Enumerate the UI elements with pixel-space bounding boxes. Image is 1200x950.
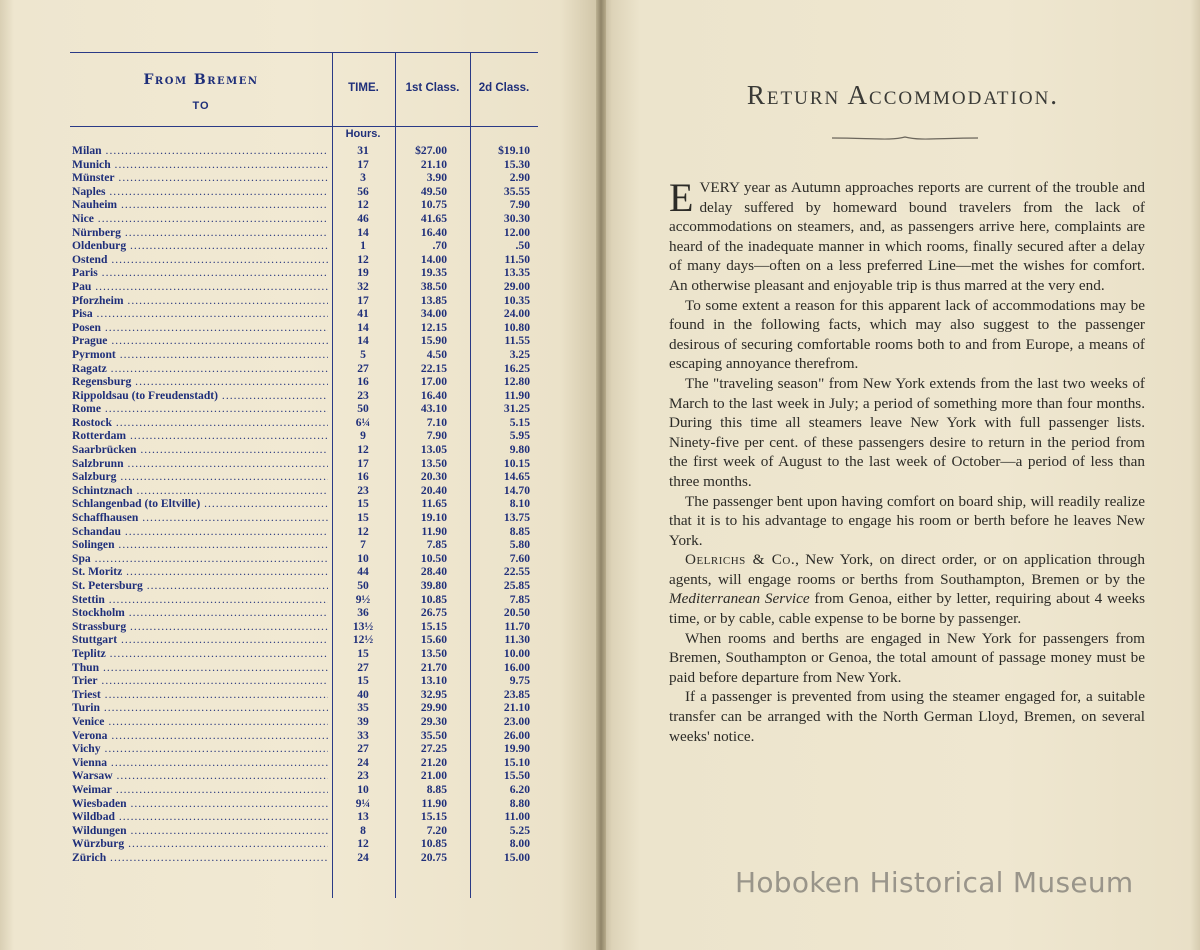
destination-cell: Pforzheim ..... xyxy=(72,294,328,308)
time-cell: 12 xyxy=(357,837,369,851)
first-class-fare: 43.10 xyxy=(420,402,447,416)
destination-cell: Oldenburg ..... xyxy=(72,239,328,253)
time-cell: 27 xyxy=(357,660,369,674)
destination-cell: Würzburg ..... xyxy=(72,837,328,851)
table-row xyxy=(70,797,538,811)
time-cell: 17 xyxy=(357,157,369,171)
destination-cell: Wildbad ..... xyxy=(72,810,328,824)
second-class-fare: 14.70 xyxy=(503,483,530,497)
destination-cell: Ostend ..... xyxy=(72,253,328,267)
first-class-fare: 13.05 xyxy=(420,443,447,457)
second-class-fare: 13.75 xyxy=(503,511,530,525)
time-cell: 33 xyxy=(357,728,369,742)
first-class-fare: 10.85 xyxy=(420,592,447,606)
table-row xyxy=(70,226,538,240)
destination-cell: Nice ..... xyxy=(72,212,328,226)
time-cell: 24 xyxy=(357,850,369,864)
table-row xyxy=(70,715,538,729)
second-class-fare: 8.80 xyxy=(509,796,530,810)
second-class-fare: 12.80 xyxy=(503,375,530,389)
time-cell: 9½ xyxy=(355,592,371,606)
time-cell: 19 xyxy=(357,266,369,280)
second-class-fare: 11.30 xyxy=(504,633,530,647)
time-cell: 36 xyxy=(357,606,369,620)
time-cell: 17 xyxy=(357,293,369,307)
first-class-fare: .70 xyxy=(432,239,447,253)
destination-cell: Stockholm ..... xyxy=(72,606,328,620)
destination-cell: Teplitz ..... xyxy=(72,647,328,661)
first-class-fare: 11.65 xyxy=(421,497,447,511)
second-class-fare: 6.20 xyxy=(509,782,530,796)
table-row xyxy=(70,824,538,838)
destination-cell: Schandau ..... xyxy=(72,525,328,539)
second-class-fare: 23.00 xyxy=(503,714,530,728)
title-ornament xyxy=(830,132,980,144)
destination-cell: Stuttgart ..... xyxy=(72,633,328,647)
destination-cell: Schaffhausen ..... xyxy=(72,511,328,525)
header-time: TIME. xyxy=(348,82,379,94)
table-row xyxy=(70,416,538,430)
destination-cell: Prague ..... xyxy=(72,334,328,348)
time-cell: 12½ xyxy=(352,633,374,647)
destination-cell: Spa ..... xyxy=(72,552,328,566)
destination-cell: Rome ..... xyxy=(72,402,328,416)
page-title: Return Accommodation. xyxy=(746,80,1060,110)
timetable-rows xyxy=(70,144,538,864)
second-class-fare: 10.80 xyxy=(503,320,530,334)
first-class-fare: 26.75 xyxy=(420,606,447,620)
first-class-fare: 10.50 xyxy=(420,551,447,565)
second-class-fare: 9.75 xyxy=(509,674,530,688)
first-class-fare: 13.10 xyxy=(420,674,447,688)
second-class-fare: 11.00 xyxy=(504,810,530,824)
destination-cell: St. Petersburg ..... xyxy=(72,579,328,593)
time-cell: 31 xyxy=(357,144,369,157)
time-cell: 23 xyxy=(357,483,369,497)
destination-cell: Strassburg ..... xyxy=(72,620,328,634)
first-class-fare: $27.00 xyxy=(415,144,447,157)
first-class-fare: 8.85 xyxy=(426,782,447,796)
first-class-fare: 11.90 xyxy=(421,796,447,810)
destination-cell: Schintznach ..... xyxy=(72,484,328,498)
second-class-fare: 10.35 xyxy=(503,293,530,307)
time-cell: 40 xyxy=(357,687,369,701)
header-first-class: 1st Class. xyxy=(405,82,460,94)
table-row xyxy=(70,810,538,824)
second-class-fare: 35.55 xyxy=(503,184,530,198)
table-row xyxy=(70,620,538,634)
table-row xyxy=(70,511,538,525)
first-class-fare: 19.35 xyxy=(420,266,447,280)
destination-cell: Nürnberg ..... xyxy=(72,226,328,240)
table-row xyxy=(70,198,538,212)
paragraph: The "traveling season" from New York extends from the last two weeks of March to the last week in July; a period of something more than four months. During this time all steamers leave New York with full passenger lists. Ninety-five per cent. of these passengers desire to return in the period from the first week of August to the last week of October—a period of less than three months. xyxy=(669,374,1145,490)
table-row xyxy=(70,742,538,756)
second-class-fare: 16.00 xyxy=(503,660,530,674)
destination-cell: Paris ..... xyxy=(72,266,328,280)
time-cell: 23 xyxy=(357,388,369,402)
second-class-fare: 10.00 xyxy=(503,646,530,660)
first-class-fare: 41.65 xyxy=(420,211,447,225)
second-class-fare: 15.30 xyxy=(503,157,530,171)
museum-watermark: Hoboken Historical Museum xyxy=(735,866,1134,899)
first-class-fare: 49.50 xyxy=(420,184,447,198)
time-cell: 16 xyxy=(357,470,369,484)
second-class-fare: 30.30 xyxy=(503,211,530,225)
first-class-fare: 15.90 xyxy=(420,334,447,348)
destination-cell: Solingen ..... xyxy=(72,538,328,552)
destination-cell: Posen ..... xyxy=(72,321,328,335)
time-cell: 12 xyxy=(357,443,369,457)
book-gutter xyxy=(596,0,606,950)
first-class-fare: 16.40 xyxy=(420,388,447,402)
destination-cell: Schlangenbad (to Eltville) ..... xyxy=(72,497,328,511)
destination-cell: Milan ..... xyxy=(72,144,328,158)
header-to: TO xyxy=(192,100,210,112)
table-row xyxy=(70,158,538,172)
paragraph: When rooms and berths are engaged in New York for passengers from Bremen, Southampton or Genoa, the total amount of passage money must be paid before departure from New York. xyxy=(669,629,1145,686)
time-cell: 35 xyxy=(357,701,369,715)
destination-cell: Vichy ..... xyxy=(72,742,328,756)
table-row xyxy=(70,647,538,661)
destination-cell: Pisa ..... xyxy=(72,307,328,321)
destination-cell: Zürich ..... xyxy=(72,851,328,865)
second-class-fare: 7.85 xyxy=(509,592,530,606)
time-cell: 15 xyxy=(357,674,369,688)
first-class-fare: 10.85 xyxy=(420,837,447,851)
company-name: Oelrichs & Co. xyxy=(685,551,796,569)
table-row xyxy=(70,307,538,321)
table-row xyxy=(70,253,538,267)
second-class-fare: 13.35 xyxy=(503,266,530,280)
header-second-class: 2d Class. xyxy=(478,82,530,94)
table-row xyxy=(70,402,538,416)
table-row xyxy=(70,783,538,797)
paragraph: Oelrichs & Co., New York, on direct order, or on application through agents, will engage rooms or berths from Southampton, Bremen or by the Mediterranean Service from Genoa, either by letter, requiring about 4 weeks time, or by cable, cable expense to be borne by passenger. xyxy=(669,551,1145,628)
second-class-fare: 7.60 xyxy=(509,551,530,565)
second-class-fare: 23.85 xyxy=(503,687,530,701)
first-class-fare: 29.30 xyxy=(420,714,447,728)
table-row xyxy=(70,538,538,552)
time-cell: 46 xyxy=(357,211,369,225)
first-class-fare: 15.15 xyxy=(420,619,447,633)
time-cell: 15 xyxy=(357,511,369,525)
second-class-fare: 3.25 xyxy=(509,347,530,361)
destination-cell: Salzburg ..... xyxy=(72,470,328,484)
first-class-fare: 7.10 xyxy=(426,415,447,429)
time-cell: 32 xyxy=(357,279,369,293)
drop-cap: E xyxy=(669,175,694,220)
destination-cell: Regensburg ..... xyxy=(72,375,328,389)
time-cell: 27 xyxy=(357,361,369,375)
table-row xyxy=(70,457,538,471)
destination-cell: Stettin ..... xyxy=(72,593,328,607)
first-class-fare: 21.00 xyxy=(420,769,447,783)
first-class-fare: 4.50 xyxy=(426,347,447,361)
time-cell: 9¼ xyxy=(355,796,371,810)
time-cell: 13½ xyxy=(352,619,374,633)
table-header-rule xyxy=(70,126,538,127)
paragraph: EVERY year as Autumn approaches reports are current of the trouble and delay suffered by homeward bound travelers from the lack of accommodations on steamers, and, as passengers arrive here, complaints are heard of the inadequate manner in which rooms, finally secured after a delay of many days—often on a less preferred Line—met the wishes for comfort. An otherwise pleasant and enjoyable trip is thus marred at the very end. xyxy=(669,175,1145,294)
time-cell: 3 xyxy=(360,171,366,185)
destination-cell: Nauheim ..... xyxy=(72,198,328,212)
destination-cell: St. Moritz ..... xyxy=(72,565,328,579)
paragraph: The passenger bent upon having comfort on board ship, will readily realize that it is to his advantage to engage his room or berth before he leaves New York. xyxy=(669,492,1145,549)
fare-timetable xyxy=(70,52,538,898)
first-class-fare: 13.85 xyxy=(420,293,447,307)
second-class-fare: 20.50 xyxy=(503,606,530,620)
time-cell: 6¼ xyxy=(355,415,371,429)
table-row xyxy=(70,294,538,308)
first-class-fare: 14.00 xyxy=(420,252,447,266)
second-class-fare: 21.10 xyxy=(503,701,530,715)
first-class-fare: 12.15 xyxy=(420,320,447,334)
destination-cell: Triest ..... xyxy=(72,688,328,702)
time-cell: 14 xyxy=(357,334,369,348)
first-class-fare: 15.60 xyxy=(420,633,447,647)
destination-cell: Trier ..... xyxy=(72,674,328,688)
second-class-fare: 24.00 xyxy=(503,307,530,321)
table-row xyxy=(70,769,538,783)
first-class-fare: 38.50 xyxy=(420,279,447,293)
destination-cell: Pau ..... xyxy=(72,280,328,294)
second-class-fare: 8.10 xyxy=(509,497,530,511)
first-class-fare: 3.90 xyxy=(426,171,447,185)
second-class-fare: 10.15 xyxy=(503,456,530,470)
first-class-fare: 21.70 xyxy=(420,660,447,674)
header-from-bremen: From Bremen xyxy=(143,72,259,88)
table-row xyxy=(70,674,538,688)
paragraph: If a passenger is prevented from using the steamer engaged for, a suitable transfer can be arranged with the North German Lloyd, Bremen, on several weeks' notice. xyxy=(669,688,1145,745)
first-class-fare: 34.00 xyxy=(420,307,447,321)
second-class-fare: $19.10 xyxy=(498,144,530,157)
time-cell: 17 xyxy=(357,456,369,470)
second-class-fare: 8.85 xyxy=(509,524,530,538)
article-body xyxy=(669,175,1145,746)
time-cell: 41 xyxy=(357,307,369,321)
first-class-fare: 21.10 xyxy=(420,157,447,171)
table-row xyxy=(70,443,538,457)
table-row xyxy=(70,348,538,362)
second-class-fare: .50 xyxy=(515,239,530,253)
table-row xyxy=(70,185,538,199)
first-class-fare: 21.20 xyxy=(420,755,447,769)
table-row xyxy=(70,429,538,443)
destination-cell: Saarbrücken ..... xyxy=(72,443,328,457)
second-class-fare: 15.10 xyxy=(503,755,530,769)
table-row xyxy=(70,266,538,280)
table-row xyxy=(70,729,538,743)
destination-cell: Wiesbaden ..... xyxy=(72,797,328,811)
table-row xyxy=(70,280,538,294)
second-class-fare: 2.90 xyxy=(509,171,530,185)
service-name: Mediterranean Service xyxy=(669,590,810,608)
table-row xyxy=(70,239,538,253)
second-class-fare: 8.00 xyxy=(509,837,530,851)
first-class-fare: 13.50 xyxy=(420,456,447,470)
table-row xyxy=(70,756,538,770)
second-class-fare: 5.15 xyxy=(509,415,530,429)
time-cell: 5 xyxy=(360,347,366,361)
table-row xyxy=(70,375,538,389)
time-cell: 15 xyxy=(357,646,369,660)
second-class-fare: 15.50 xyxy=(503,769,530,783)
first-class-fare: 17.00 xyxy=(420,375,447,389)
second-class-fare: 9.80 xyxy=(509,443,530,457)
destination-cell: Naples ..... xyxy=(72,185,328,199)
table-row xyxy=(70,593,538,607)
destination-cell: Vienna ..... xyxy=(72,756,328,770)
table-row xyxy=(70,579,538,593)
second-class-fare: 11.50 xyxy=(504,252,530,266)
table-row xyxy=(70,321,538,335)
first-class-fare: 22.15 xyxy=(420,361,447,375)
table-row xyxy=(70,144,538,158)
first-class-fare: 16.40 xyxy=(420,225,447,239)
destination-cell: Wildungen ..... xyxy=(72,824,328,838)
table-row xyxy=(70,552,538,566)
table-row xyxy=(70,633,538,647)
destination-cell: Pyrmont ..... xyxy=(72,348,328,362)
first-class-fare: 7.90 xyxy=(426,429,447,443)
second-class-fare: 19.90 xyxy=(503,742,530,756)
destination-cell: Thun ..... xyxy=(72,661,328,675)
table-row xyxy=(70,389,538,403)
hours-unit-label: Hours. xyxy=(345,128,381,140)
time-cell: 9 xyxy=(360,429,366,443)
second-class-fare: 14.65 xyxy=(503,470,530,484)
first-class-fare: 39.80 xyxy=(420,579,447,592)
first-class-fare: 28.40 xyxy=(420,565,447,579)
time-cell: 12 xyxy=(357,198,369,212)
first-class-fare: 19.10 xyxy=(420,511,447,525)
time-cell: 44 xyxy=(357,565,369,579)
destination-cell: Rippoldsau (to Freudenstadt) ..... xyxy=(72,389,328,403)
time-cell: 24 xyxy=(357,755,369,769)
second-class-fare: 15.00 xyxy=(503,850,530,864)
table-row xyxy=(70,484,538,498)
paragraph: To some extent a reason for this apparent lack of accommodations may be found in the following facts, which may also suggest to the passenger desirous of securing comfortable rooms both to and from Europe, a means of escaping annoyance therefrom. xyxy=(669,296,1145,373)
table-row xyxy=(70,701,538,715)
time-cell: 8 xyxy=(360,823,366,837)
destination-cell: Weimar ..... xyxy=(72,783,328,797)
time-cell: 27 xyxy=(357,742,369,756)
time-cell: 7 xyxy=(360,538,366,552)
first-class-fare: 10.75 xyxy=(420,198,447,212)
time-cell: 50 xyxy=(357,402,369,416)
destination-cell: Warsaw ..... xyxy=(72,769,328,783)
first-class-fare: 29.90 xyxy=(420,701,447,715)
first-class-fare: 20.40 xyxy=(420,483,447,497)
first-class-fare: 35.50 xyxy=(420,728,447,742)
time-cell: 16 xyxy=(357,375,369,389)
second-class-fare: 5.95 xyxy=(509,429,530,443)
second-class-fare: 11.90 xyxy=(504,388,530,402)
time-cell: 14 xyxy=(357,320,369,334)
table-row xyxy=(70,497,538,511)
time-cell: 15 xyxy=(357,497,369,511)
table-row xyxy=(70,837,538,851)
first-class-fare: 15.15 xyxy=(420,810,447,824)
second-class-fare: 16.25 xyxy=(503,361,530,375)
time-cell: 12 xyxy=(357,252,369,266)
table-row xyxy=(70,661,538,675)
second-class-fare: 29.00 xyxy=(503,279,530,293)
time-cell: 12 xyxy=(357,524,369,538)
time-cell: 1 xyxy=(360,239,366,253)
table-row xyxy=(70,334,538,348)
table-row xyxy=(70,470,538,484)
time-cell: 14 xyxy=(357,225,369,239)
first-class-fare: 20.75 xyxy=(420,850,447,864)
first-class-fare: 7.20 xyxy=(426,823,447,837)
table-top-rule xyxy=(70,52,538,53)
second-class-fare: 12.00 xyxy=(503,225,530,239)
first-class-fare: 7.85 xyxy=(426,538,447,552)
destination-cell: Turin ..... xyxy=(72,701,328,715)
time-cell: 10 xyxy=(357,551,369,565)
second-class-fare: 5.25 xyxy=(509,823,530,837)
second-class-fare: 25.85 xyxy=(503,579,530,592)
first-class-fare: 11.90 xyxy=(421,524,447,538)
time-cell: 39 xyxy=(357,714,369,728)
first-class-fare: 32.95 xyxy=(420,687,447,701)
table-row xyxy=(70,362,538,376)
first-class-fare: 20.30 xyxy=(420,470,447,484)
time-cell: 10 xyxy=(357,782,369,796)
second-class-fare: 11.55 xyxy=(504,334,530,348)
destination-cell: Ragatz ..... xyxy=(72,362,328,376)
time-cell: 23 xyxy=(357,769,369,783)
destination-cell: Rotterdam ..... xyxy=(72,429,328,443)
time-cell: 13 xyxy=(357,810,369,824)
second-class-fare: 5.80 xyxy=(509,538,530,552)
destination-cell: Venice ..... xyxy=(72,715,328,729)
first-class-fare: 13.50 xyxy=(420,646,447,660)
destination-cell: Munich ..... xyxy=(72,158,328,172)
table-row xyxy=(70,565,538,579)
destination-cell: Salzbrunn ..... xyxy=(72,457,328,471)
second-class-fare: 22.55 xyxy=(503,565,530,579)
table-row xyxy=(70,212,538,226)
table-row xyxy=(70,688,538,702)
second-class-fare: 31.25 xyxy=(503,402,530,416)
table-row xyxy=(70,525,538,539)
second-class-fare: 11.70 xyxy=(504,619,530,633)
destination-cell: Münster ..... xyxy=(72,171,328,185)
time-cell: 50 xyxy=(357,579,369,592)
destination-cell: Verona ..... xyxy=(72,729,328,743)
first-class-fare: 27.25 xyxy=(420,742,447,756)
table-row xyxy=(70,606,538,620)
second-class-fare: 7.90 xyxy=(509,198,530,212)
destination-cell: Rostock ..... xyxy=(72,416,328,430)
time-cell: 56 xyxy=(357,184,369,198)
table-row xyxy=(70,171,538,185)
table-row xyxy=(70,851,538,865)
second-class-fare: 26.00 xyxy=(503,728,530,742)
